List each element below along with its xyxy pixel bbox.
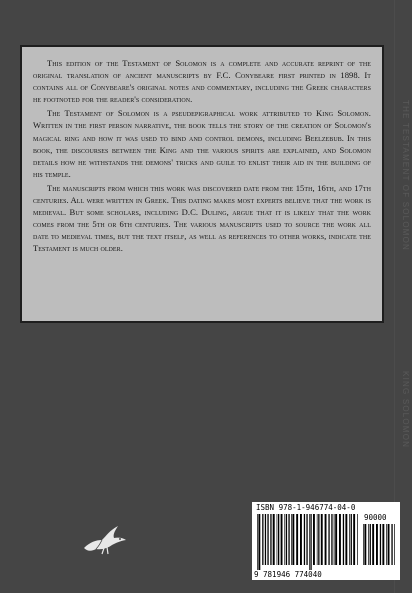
addon-barcode	[362, 524, 396, 570]
barcode-bar	[353, 514, 355, 565]
barcode-bar	[267, 514, 268, 565]
barcode	[252, 502, 400, 580]
barcode-bar	[270, 514, 271, 565]
barcode-bar	[335, 514, 337, 565]
barcode-bar	[386, 524, 387, 565]
barcode-bar	[331, 514, 332, 565]
barcode-bar	[286, 514, 287, 565]
barcode-bar	[318, 514, 319, 565]
barcode-bar	[291, 514, 292, 565]
barcode-bar	[349, 514, 350, 565]
barcode-bar	[376, 524, 378, 565]
barcode-bar	[380, 524, 381, 565]
barcode-bar	[357, 514, 358, 565]
barcode-bar	[313, 514, 315, 565]
barcode-bar	[394, 524, 395, 565]
barcode-bar	[281, 514, 283, 565]
barcode-bar	[306, 514, 307, 565]
barcode-bar	[332, 514, 333, 565]
barcode-bar	[310, 514, 311, 570]
barcode-bar	[328, 514, 329, 565]
barcode-bar	[368, 524, 369, 565]
barcode-bar	[339, 514, 341, 565]
blurb-paragraph-2: The Testament of Solomon is a pseudepigraphical work attributed to King Solomon. Written in the first person narrative, the book tells the story of the creation of Solomon's magical ring and how it was used to bind and control demons, including Beelzebub. In this book, the discourses between the King and the various spirits are explained, and Solomon details how he withstands the demons' tricks and guile to enlist their aid in the building of his temple.	[33, 108, 371, 179]
barcode-bar	[258, 514, 260, 570]
barcode-bar	[370, 524, 371, 565]
barcode-bar	[363, 524, 364, 565]
barcode-bar	[372, 524, 374, 565]
blurb-panel	[20, 45, 384, 323]
barcode-bar	[300, 514, 302, 565]
isbn-label: ISBN 978-1-946774-04-0	[256, 503, 356, 512]
barcode-bar	[345, 514, 347, 565]
barcode-bar	[262, 514, 263, 565]
barcode-bar	[317, 514, 318, 565]
barcode-bar	[292, 514, 294, 565]
barcode-bar	[284, 514, 285, 565]
barcode-bar	[278, 514, 279, 565]
barcode-bar	[296, 514, 298, 565]
barcode-bar	[382, 524, 384, 565]
price-code: 90000	[364, 513, 387, 522]
spine-title: THE TESTAMENT OF SOLOMON	[401, 100, 410, 252]
barcode-bar	[391, 524, 392, 565]
barcode-bar	[321, 514, 323, 565]
spine-text	[398, 100, 410, 560]
barcode-bar	[351, 514, 352, 565]
barcode-bar	[273, 514, 275, 565]
barcode-bar	[304, 514, 305, 565]
barcode-bar	[364, 524, 366, 565]
spine-author: KING SOLOMON	[401, 371, 410, 449]
barcode-bar	[388, 524, 390, 565]
bird-icon	[80, 518, 128, 556]
barcode-bar	[325, 514, 327, 565]
barcode-bar	[277, 514, 278, 565]
barcode-bar	[265, 514, 266, 565]
barcode-bar	[271, 514, 272, 565]
barcode-bar	[334, 514, 335, 565]
blurb-paragraph-1: This edition of the Testament of Solomon is a complete and accurate reprint of the original translation of ancient manuscripts by F.C. Conybeare first printed in 1898. It contains all of Conybeare's original notes and commentary, including the Greek characters he footnoted for the reader's consideration.	[33, 58, 371, 105]
ean-digits: 9 781946 774040	[254, 570, 322, 579]
barcode-bar	[343, 514, 344, 565]
barcode-bar	[257, 514, 258, 570]
barcode-bar	[288, 514, 289, 565]
barcode-bar	[309, 514, 310, 570]
ean-barcode	[256, 514, 358, 570]
blurb-paragraph-3: The manuscripts from which this work was discovered date from the 15th, 16th, and 17th centuries. All were written in Greek. This dating makes most experts believe that the work is medieval. But some scholars, including D.C. Duling, argue that it is likely that the work comes from the 5th or 6th centuries. The various manuscripts used to source the work all date to medieval times, but the text itself, as well as references to other works, indicate the Testament is much older.	[33, 182, 371, 254]
